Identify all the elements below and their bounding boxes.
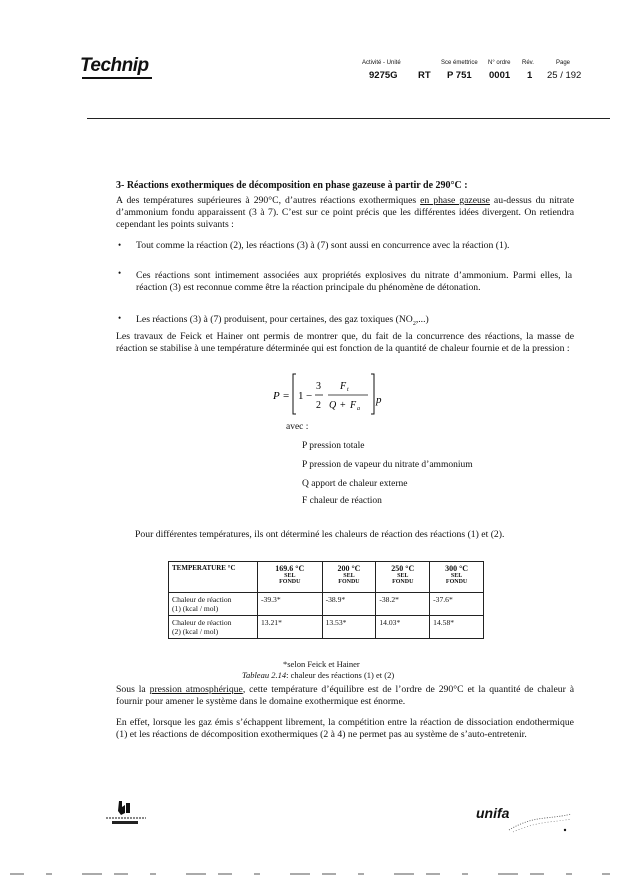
formula-rhs: p bbox=[376, 394, 382, 406]
unifa-logo: unifa bbox=[476, 805, 510, 821]
bullet-3-subscript: 2 bbox=[412, 320, 416, 327]
atmospheric-paragraph bbox=[116, 684, 574, 708]
definition-total-pressure: P pression totale bbox=[302, 441, 365, 451]
formula-den-f: F bbox=[350, 400, 357, 411]
table-cell: -39.3* bbox=[258, 593, 323, 616]
reaction-heat-table bbox=[168, 561, 484, 639]
table-col-header bbox=[430, 562, 484, 593]
table-cell: -38.2* bbox=[376, 593, 430, 616]
table-row bbox=[169, 616, 484, 639]
avec-label: avec : bbox=[286, 422, 309, 432]
bullet-dot: • bbox=[118, 240, 122, 250]
bullet-3-end: ,...) bbox=[415, 314, 429, 325]
definition-vapour-pressure: P pression de vapeur du nitrate d’ammonium bbox=[302, 460, 473, 470]
header-activity: 9275G bbox=[369, 70, 398, 81]
formula-den-q: Q bbox=[329, 400, 337, 411]
header-order: 0001 bbox=[489, 70, 511, 81]
bullet-1: Tout comme la réaction (2), les réactions (3) à (7) sont aussi en concurrence avec la réaction (1). bbox=[136, 240, 510, 251]
header-label-order: N° ordre bbox=[488, 60, 511, 66]
table-row bbox=[169, 593, 484, 616]
bullet-3-text: Les réactions (3) à (7) produisent, pour certaines, des gaz toxiques (NO bbox=[136, 314, 413, 325]
bullet-3 bbox=[136, 314, 572, 330]
table-cell: 14.03* bbox=[376, 616, 430, 639]
header-label-rev: Rév. bbox=[522, 60, 534, 66]
row-label-1: Chaleur de réaction bbox=[172, 618, 232, 627]
atm-text-1: Sous la bbox=[116, 684, 150, 695]
table-col-header bbox=[322, 562, 376, 593]
table-intro: Pour différentes températures, ils ont déterminé les chaleurs de réaction des réactions (1) et (2). bbox=[135, 529, 505, 540]
col-sub2: FONDU bbox=[445, 579, 468, 585]
row-label-2: (1) (kcal / mol) bbox=[172, 604, 219, 613]
col-sub2: FONDU bbox=[279, 579, 301, 585]
bullet-dot: • bbox=[118, 268, 122, 278]
col-sub1: SEL bbox=[284, 573, 296, 579]
pressure-formula bbox=[270, 370, 390, 418]
ministry-emblem-icon bbox=[104, 797, 150, 827]
feick-paragraph: Les travaux de Feick et Hainer ont permis de montrer que, du fait de la concurrence des réactions, la masse de réaction se stabilise à une température déterminée qui est fonction de la quantité de chaleur fournie et de la pression : bbox=[116, 331, 574, 354]
intro-text-2: au-dessus du nitrate d’ammonium fondu apparaissent (3 à 7). C’est sur ce point précis que les différentes idées divergent. On retiendra cependant les points suivants : bbox=[116, 195, 574, 230]
intro-paragraph bbox=[116, 195, 574, 231]
header-label-issuer: Sce émettrice bbox=[441, 60, 478, 66]
row-label bbox=[169, 616, 258, 639]
definition-heat-input: Q apport de chaleur externe bbox=[302, 479, 408, 489]
table-cell: -38.9* bbox=[322, 593, 376, 616]
caption-text: : chaleur des réactions (1) et (2) bbox=[286, 670, 395, 680]
row-label-2: (2) (kcal / mol) bbox=[172, 627, 219, 636]
formula-plus: + bbox=[340, 400, 346, 411]
intro-text-1: A des températures supérieures à 290°C, d’autres réactions exothermiques bbox=[116, 195, 421, 206]
table-note: *selon Feick et Hainer bbox=[283, 659, 360, 669]
technip-logo: Technip bbox=[80, 55, 149, 76]
col-temp: 169.6 °C bbox=[275, 564, 305, 573]
header-label-page: Page bbox=[556, 60, 571, 66]
header-page: 25 / 192 bbox=[547, 70, 582, 81]
formula-den-sub: a bbox=[357, 406, 360, 412]
intro-underlined: en phase gazeuse bbox=[420, 195, 490, 206]
formula-coef-num: 3 bbox=[316, 381, 321, 392]
row-label bbox=[169, 593, 258, 616]
atm-text-2: , cette température d’équilibre est de l’ordre de 290°C et la quantité de chaleur à fournir pour amener le système dans le domaine exothermique est énorme. bbox=[116, 684, 574, 707]
col-temp: 200 °C bbox=[337, 564, 361, 573]
header-label-activity: Activité - Unité bbox=[362, 60, 401, 66]
col-sub1: SEL bbox=[397, 573, 409, 579]
col-sub2: FONDU bbox=[392, 579, 414, 585]
caption-prefix: Tableau 2.14 bbox=[242, 670, 287, 680]
header-rule bbox=[87, 118, 610, 119]
table-cell: 14.58* bbox=[430, 616, 484, 639]
table-header-row bbox=[169, 562, 484, 593]
bullet-2: Ces réactions sont intimement associées aux propriétés explosives du nitrate d’ammonium. Parmi elles, la réaction (3) est reconnue comme être la réaction principale du phénomène de détonation. bbox=[136, 270, 572, 293]
formula-eq: = bbox=[283, 390, 290, 402]
header-type: RT bbox=[418, 70, 431, 81]
col-temp: 300 °C bbox=[445, 564, 469, 573]
atm-underlined: pression atmosphérique bbox=[149, 684, 243, 695]
table-cell: 13.53* bbox=[322, 616, 376, 639]
definition-reaction-heat: F chaleur de réaction bbox=[302, 496, 382, 506]
table-cell: -37.6* bbox=[430, 593, 484, 616]
unifa-emblem-icon bbox=[505, 810, 575, 836]
logo-underline bbox=[82, 77, 152, 79]
col-sub1: SEL bbox=[343, 573, 355, 579]
table-col-header bbox=[258, 562, 323, 593]
header-rev: 1 bbox=[527, 70, 533, 81]
header-issuer: P 751 bbox=[447, 70, 472, 81]
table-cell: 13.21* bbox=[258, 616, 323, 639]
table-corner: TEMPERATURE °C bbox=[169, 562, 258, 593]
formula-num-sub: t bbox=[347, 387, 349, 393]
formula-lhs: P bbox=[273, 390, 280, 402]
formula-num: F bbox=[340, 381, 347, 392]
table-caption bbox=[242, 670, 394, 680]
formula-coef-den: 2 bbox=[316, 400, 321, 411]
col-sub2: FONDU bbox=[338, 579, 360, 585]
table-col-header bbox=[376, 562, 430, 593]
formula-one: 1 bbox=[298, 390, 304, 402]
col-temp: 250 °C bbox=[391, 564, 415, 573]
col-sub1: SEL bbox=[450, 573, 463, 579]
bullet-dot: • bbox=[118, 313, 122, 323]
formula-minus: − bbox=[306, 390, 313, 402]
scan-edge-noise bbox=[10, 873, 610, 875]
section-title: 3- Réactions exothermiques de décomposition en phase gazeuse à partir de 290°C : bbox=[116, 180, 468, 191]
row-label-1: Chaleur de réaction bbox=[172, 595, 232, 604]
final-paragraph: En effet, lorsque les gaz émis s’échappent librement, la compétition entre la réaction de dissociation endothermique (1) et les réactions de décomposition exothermiques (2 à 4) ne permet pas au système de s’auto-entretenir. bbox=[116, 717, 574, 740]
